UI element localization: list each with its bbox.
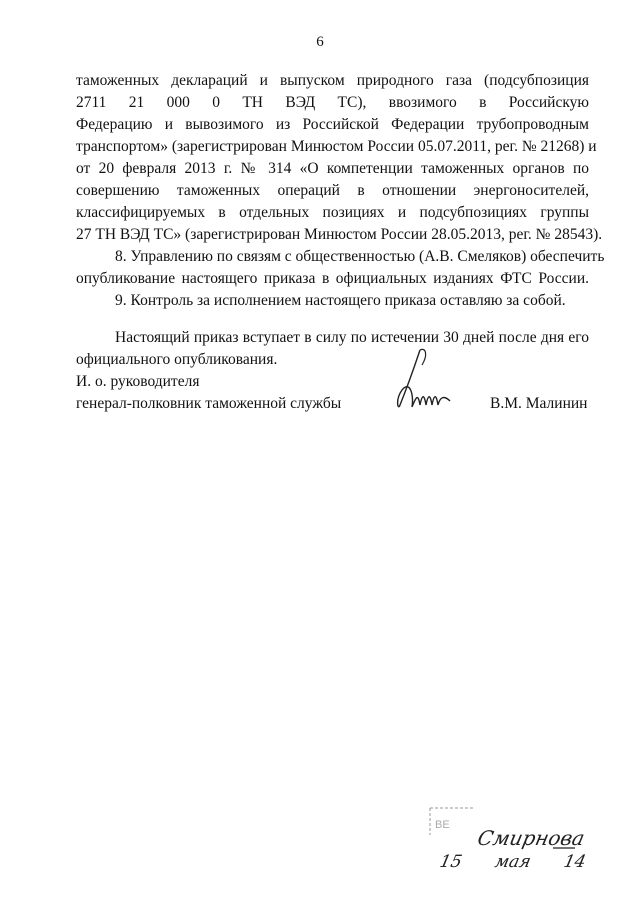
item-8-line: 8. Управлению по связям с общественностью (А.В. Смеляков) обеспечить (115, 248, 605, 265)
body-line: 27 ТН ВЭД ТС» (зарегистрирован Минюстом России 28.05.2013, рег. № 28543). (76, 226, 603, 243)
body-line: Федерацию и вывозимого из Российской Федерации трубопроводным (76, 116, 589, 133)
effective-line: Настоящий приказ вступает в силу по истечении 30 дней после дня его (115, 329, 589, 346)
item-9: 9. Контроль за исполнением настоящего приказа оставляю за собой. (115, 292, 566, 309)
body-line: 2711 21 000 0 ТН ВЭД ТС), ввозимого в Российскую (76, 94, 589, 111)
body-line: от 20 февраля 2013 г. № 314 «О компетенции таможенных органов по (76, 160, 589, 177)
stamp-text: ВЕ (435, 819, 450, 831)
page-number: 6 (316, 34, 324, 50)
signature (380, 345, 470, 425)
body-line: классифицируемых в отдельных позициях и подсубпозициях группы (76, 204, 589, 221)
handwritten-date: 15 мая 14 (437, 852, 588, 872)
effective-line: официального опубликования. (76, 351, 278, 368)
item-8-line: опубликование настоящего приказа в официальных изданиях ФТС России. (76, 270, 589, 287)
signatory-title-1: И. о. руководителя (76, 373, 200, 390)
handwritten-name: Смирнова (475, 826, 587, 850)
signatory-title-2: генерал-полковник таможенной службы (76, 395, 342, 412)
body-line: таможенных деклараций и выпуском природного газа (подсубпозиция (76, 72, 589, 89)
signatory-name: В.М. Малинин (490, 395, 588, 412)
body-line: совершению таможенных операций в отношении энергоносителей, (76, 182, 589, 199)
body-line: транспортом» (зарегистрирован Минюстом России 05.07.2011, рег. № 21268) и (76, 138, 597, 155)
